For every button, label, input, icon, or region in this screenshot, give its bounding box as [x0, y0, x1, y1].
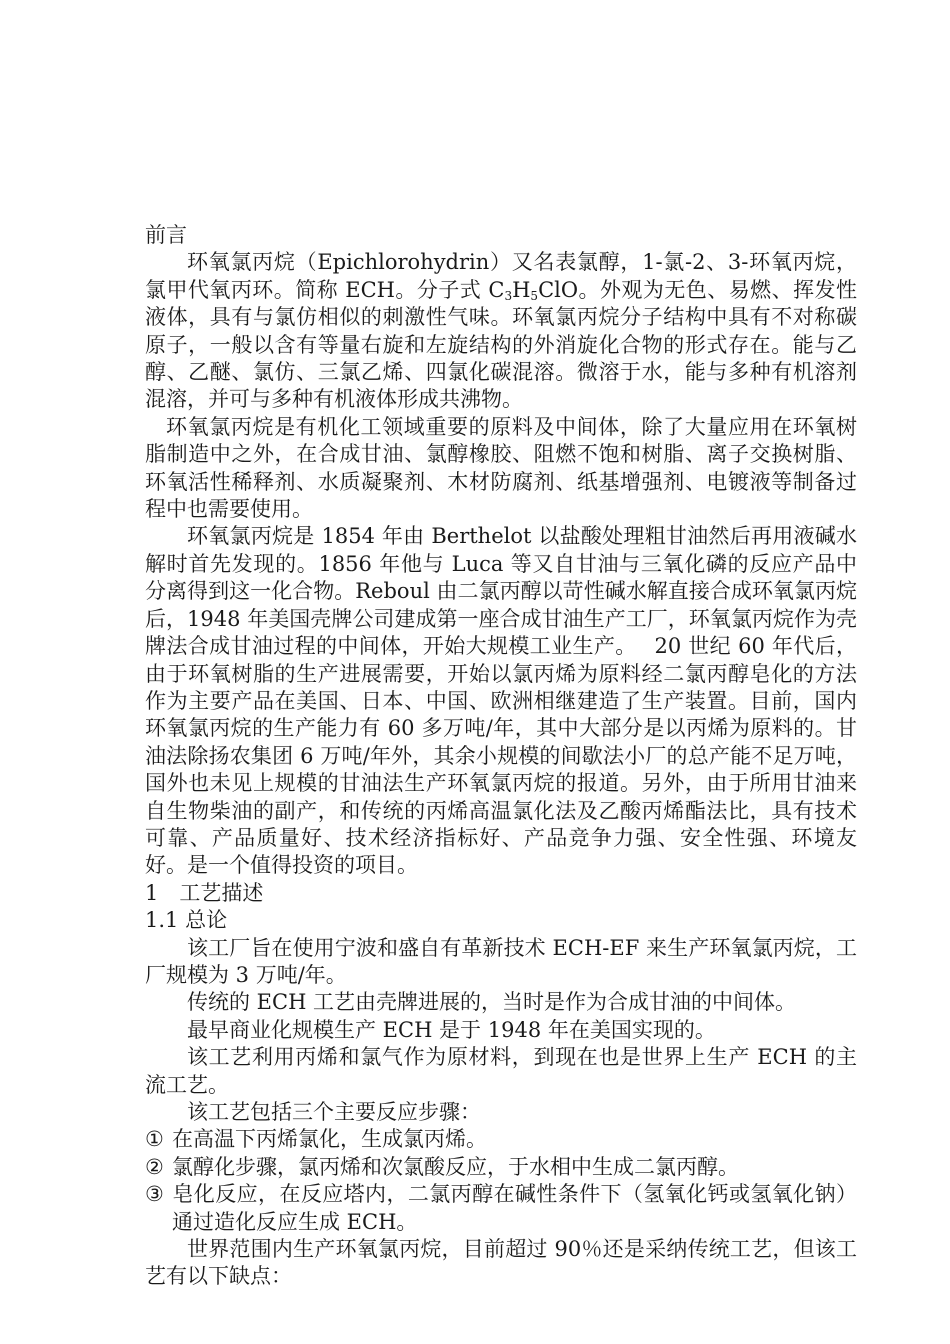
body-paragraph: 该工艺包括三个主要反应步骤：: [187, 1100, 481, 1124]
subscript: 3: [504, 288, 513, 303]
subscript: 5: [530, 288, 539, 303]
step-text: 皂化反应，在反应塔内，二氯丙醇在碱性条件下（氢氧化钙或氢氧化钠）通过造化反应生成 ECH。: [172, 1182, 857, 1234]
text-run: H: [512, 277, 531, 302]
step-item: [145, 1181, 857, 1236]
text-run: ClO。外观为无色、易燃、挥发性液体，具有与氯仿相似的刺激性气味。环氧氯丙烷分子结构中具有不对称碳原子，一般以含有等量右旋和左旋结构的外消旋化合物的形式存在。能与乙醇、乙醚、氯仿、三氯乙烯、四氯化碳混溶。微溶于水，能与多种有机溶剂混溶，并可与多种有机液体形成共沸物。: [145, 277, 858, 412]
step-marker: ③: [145, 1182, 164, 1207]
text-run: 环氧氯丙烷（Epichlorohydrin）又名表氯醇，1-氯-2、3-环氧丙烷，氯甲代氧丙环。简称 ECH。分子式 C: [145, 250, 857, 302]
section-title: 1 工艺描述: [145, 880, 264, 905]
intro-paragraph-1: [145, 249, 857, 413]
step-marker: ①: [145, 1127, 164, 1152]
preface-heading: 前言: [145, 223, 187, 247]
subsection-title: 1.1 总论: [145, 908, 228, 933]
intro-paragraph-3: 环氧氯丙烷是 1854 年由 Berthelot 以盐酸处理粗甘油然后再用液碱水解时首先发现的。1856 年他与 Luca 等又自甘油与三氧化磷的反应产品中分离得到这一化合物。Reboul 由二氯丙醇以苛性碱水解直接合成环氧氯丙烷后，1948 年美国壳牌公司建成第一座合成甘油生产工厂，环氧氯丙烷作为壳牌法合成甘油过程的中间体，开始大规模工业生产。 20 世纪 60 年代后，由于环氧树脂的生产进展需要，开始以氯丙烯为原料经二氯丙醇皂化的方法作为主要产品在美国、日本、中国、欧洲相继建造了生产装置。目前，国内环氧氯丙烷的生产能力有 60 多万吨/年，其中大部分是以丙烯为原料的。甘油法除扬农集团 6 万吨/年外，其余小规模的间歇法小厂的总产能不足万吨，国外也未见上规模的甘油法生产环氧氯丙烷的报道。另外，由于所用甘油来自生物柴油的副产，和传统的丙烯高温氯化法及乙酸丙烯酯法比，具有技术可靠、产品质量好、技术经济指标好、产品竞争力强、安全性强、环境友好。是一个值得投资的项目。: [145, 524, 857, 878]
step-item: [145, 1126, 857, 1153]
closing-paragraph: 世界范围内生产环氧氯丙烷，目前超过 90％还是采纳传统工艺，但该工艺有以下缺点：: [145, 1237, 857, 1289]
body-paragraph: 该工厂旨在使用宁波和盛自有革新技术 ECH-EF 来生产环氧氯丙烷，工厂规模为 3 万吨/年。: [145, 935, 857, 987]
step-item: [145, 1154, 857, 1181]
body-paragraph: 该工艺利用丙烯和氯气作为原材料，到现在也是世界上生产 ECH 的主流工艺。: [145, 1045, 857, 1097]
step-text: 氯醇化步骤，氯丙烯和次氯酸反应，于水相中生成二氯丙醇。: [172, 1154, 739, 1179]
body-paragraph: 最早商业化规模生产 ECH 是于 1948 年在美国实现的。: [187, 1017, 716, 1042]
body-paragraph: 传统的 ECH 工艺由壳牌进展的，当时是作为合成甘油的中间体。: [187, 990, 797, 1015]
step-text: 在高温下丙烯氯化，生成氯丙烯。: [172, 1127, 487, 1152]
document-body: [145, 222, 857, 1291]
intro-paragraph-2: 环氧氯丙烷是有机化工领域重要的原料及中间体，除了大量应用在环氧树脂制造中之外，在合成甘油、氯醇橡胶、阻燃不饱和树脂、离子交换树脂、环氧活性稀释剂、水质凝聚剂、木材防腐剂、纸基增强剂、电镀液等制备过程中也需要使用。: [145, 414, 857, 522]
step-marker: ②: [145, 1154, 164, 1179]
